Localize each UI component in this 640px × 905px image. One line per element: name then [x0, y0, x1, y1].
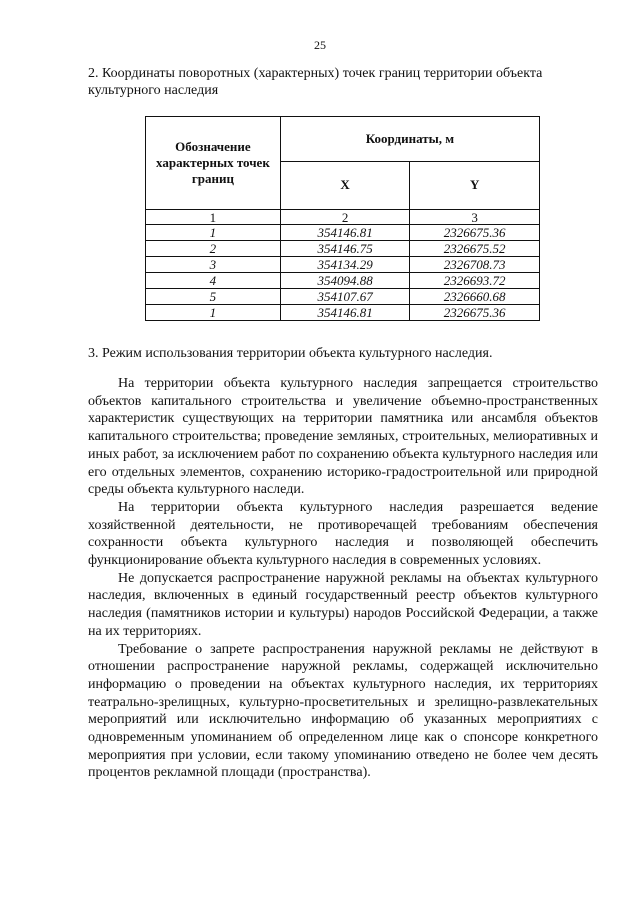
table-row: [146, 305, 540, 321]
x-cell: 354094.88: [280, 273, 410, 289]
paragraph: Требование о запрете распространения наружной рекламы не действуют в отношении распространение наружной рекламы, содержащей исключительно информацию о проведении на объектах культурного наследия, их территориях театрально-зрелищных, культурно-просветительных и зрелищно-развлекательных мероприятий или исключительно информацию об указанных мероприятиях с одновременным упоминанием об определенном лице как о спонсоре конкретного мероприятия при условии, если такому упоминанию отведено не более чем десять процентов рекламной площади (пространства).: [88, 641, 598, 781]
paragraph: На территории объекта культурного наследия разрешается ведение хозяйственной деятельности, не противоречащей требованиям обеспечения сохранности объекта культурного наследия и позволяющей обеспечить функционирование объекта культурного наследия в современных условиях.: [88, 499, 598, 569]
table-row: [146, 225, 540, 241]
designation-header: Обозначение характерных точек границ: [146, 117, 281, 210]
section-3-heading: 3. Режим использования территории объекта культурного наследия.: [88, 346, 493, 361]
column-number: 3: [410, 210, 540, 225]
coordinates-header: Координаты, м: [280, 117, 539, 162]
y-cell: 2326660.68: [410, 289, 540, 305]
table-row: [146, 257, 540, 273]
paragraph: На территории объекта культурного наследия запрещается строительство объектов капитального строительства и увеличение объемно-пространственных характеристик существующих на территории памятника или ансамбля объектов капитального строительства; проведение земляных, строительных, мелиоративных и иных работ, за исключением работ по сохранению объекта культурного наследия или его отдельных элементов, сохранению историко-градостроительной или природной среды объекта культурного наследи.: [88, 376, 598, 498]
point-cell: 2: [146, 241, 281, 257]
table-row: [146, 241, 540, 257]
table-row: [146, 273, 540, 289]
paragraph: Не допускается распространение наружной рекламы на объектах культурного наследия, включенных в единый государственный реестр объектов культурного наследия (памятников истории и культуры) народов Российской Федерации, а также на их территориях.: [88, 570, 598, 639]
column-number: 1: [146, 210, 281, 225]
x-cell: 354107.67: [280, 289, 410, 305]
column-numbering-row: [146, 210, 540, 225]
x-header: X: [280, 161, 410, 209]
point-cell: 1: [146, 305, 281, 321]
point-cell: 5: [146, 289, 281, 305]
point-cell: 4: [146, 273, 281, 289]
y-cell: 2326675.36: [410, 305, 540, 321]
point-cell: 3: [146, 257, 281, 273]
x-cell: 354134.29: [280, 257, 410, 273]
section-2-heading: 2. Координаты поворотных (характерных) точек границ территории объекта культурного наследия: [88, 66, 543, 98]
y-cell: 2326675.52: [410, 241, 540, 257]
section-3-body: [88, 375, 598, 782]
table-header-row: [146, 117, 540, 162]
table-row: [146, 289, 540, 305]
y-header: Y: [410, 161, 540, 209]
coordinates-table: [145, 116, 540, 321]
y-cell: 2326675.36: [410, 225, 540, 241]
y-cell: 2326708.73: [410, 257, 540, 273]
x-cell: 354146.81: [280, 305, 410, 321]
x-cell: 354146.75: [280, 241, 410, 257]
point-cell: 1: [146, 225, 281, 241]
x-cell: 354146.81: [280, 225, 410, 241]
page-number: 25: [314, 38, 326, 52]
column-number: 2: [280, 210, 410, 225]
y-cell: 2326693.72: [410, 273, 540, 289]
